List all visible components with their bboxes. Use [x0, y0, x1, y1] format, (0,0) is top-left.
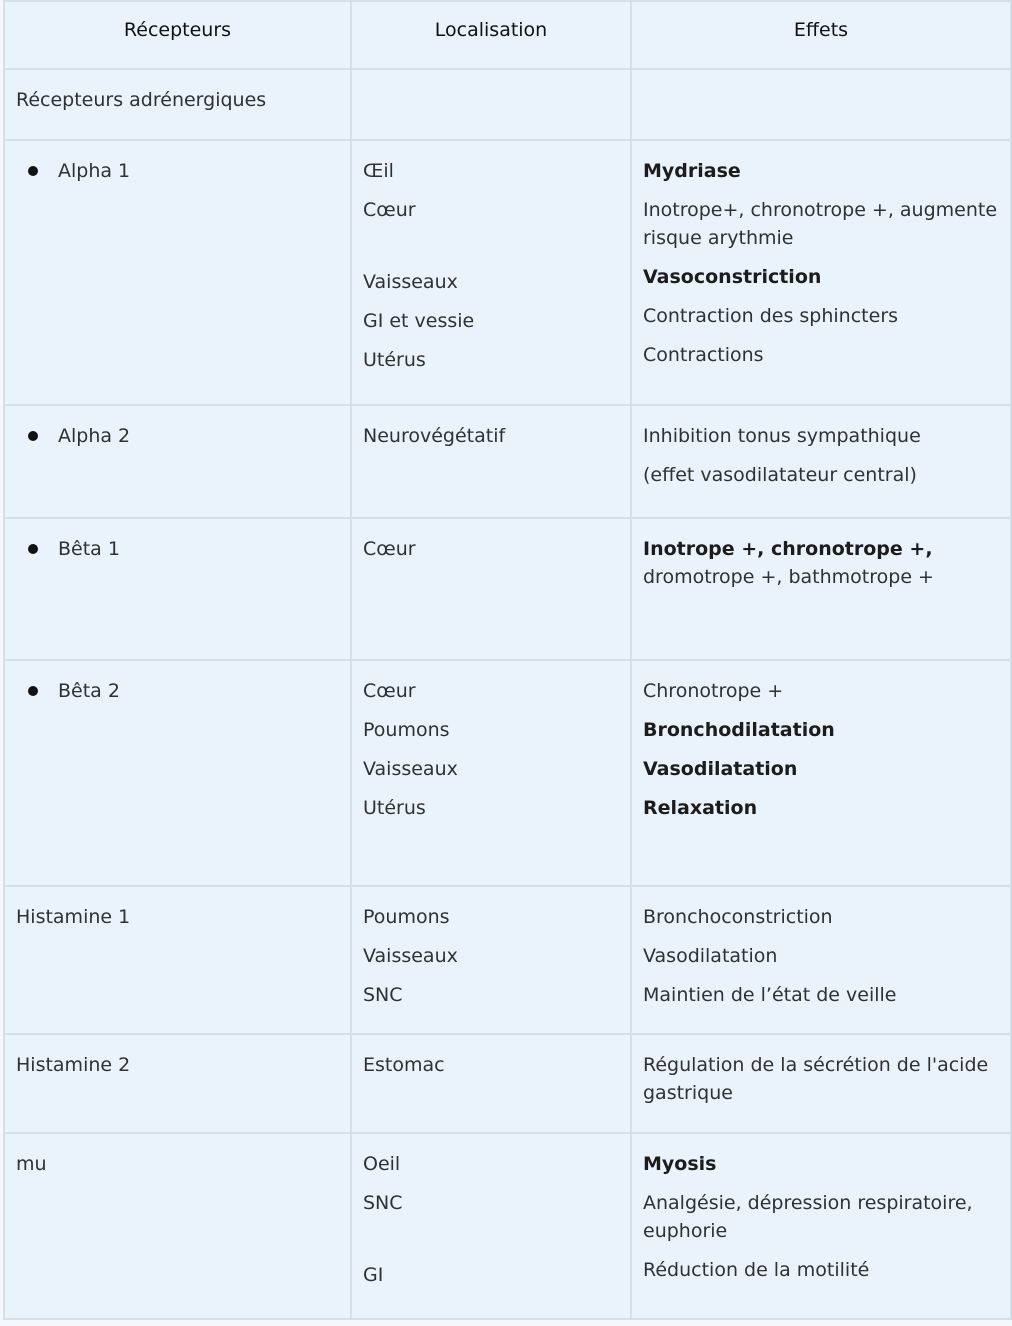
location-item: Cœur: [363, 680, 416, 702]
effect-item: Contraction des sphincters: [643, 305, 899, 327]
receptor-cell: [4, 886, 351, 1034]
effect-item: Réduction de la motilité: [643, 1259, 870, 1281]
bullet-icon: [28, 431, 38, 441]
receptor-cell: [4, 140, 351, 405]
location-item: Œil: [363, 160, 394, 182]
receptor-name: Alpha 2: [58, 425, 131, 447]
effect-item: Analgésie, dépression respiratoire, euphorie: [643, 1192, 973, 1242]
location-item: Vaisseaux: [363, 945, 458, 967]
location-cell: [351, 518, 631, 660]
effect-item: Inhibition tonus sympathique: [643, 425, 921, 447]
bullet-icon: [28, 686, 38, 696]
location-cell: [351, 405, 631, 518]
effect-item: Inotrope+, chronotrope +, augmente risque arythmie: [643, 199, 998, 249]
location-item: Cœur: [363, 538, 416, 560]
location-item: Poumons: [363, 906, 450, 928]
location-item: SNC: [363, 984, 403, 1006]
effects-cell: [631, 405, 1011, 518]
header-receptors: Récepteurs: [4, 1, 351, 69]
effect-item: Relaxation: [643, 797, 758, 819]
effects-cell: [631, 140, 1011, 405]
location-cell: [351, 69, 631, 140]
location-cell: [351, 886, 631, 1034]
table-row: [4, 1034, 1011, 1133]
receptor-name: Bêta 2: [58, 680, 120, 702]
location-item: Vaisseaux: [363, 758, 458, 780]
table-row: [4, 69, 1011, 140]
location-item: Poumons: [363, 719, 450, 741]
receptor-name: mu: [16, 1153, 47, 1175]
location-cell: [351, 660, 631, 886]
effect-item: (effet vasodilatateur central): [643, 464, 917, 486]
effect-item: Régulation de la sécrétion de l'acide gastrique: [643, 1054, 989, 1104]
receptor-name: Bêta 1: [58, 538, 120, 560]
effect-item: Mydriase: [643, 160, 741, 182]
table-row: [4, 518, 1011, 660]
receptor-cell: [4, 1133, 351, 1319]
effect-item: Vasoconstriction: [643, 266, 822, 288]
receptor-name: Histamine 2: [16, 1054, 131, 1076]
effects-cell: [631, 1133, 1011, 1319]
effects-cell: [631, 1034, 1011, 1133]
receptor-cell: [4, 518, 351, 660]
effects-cell: [631, 886, 1011, 1034]
table-row: [4, 660, 1011, 886]
effect-item: Vasodilatation: [643, 945, 778, 967]
effects-cell: [631, 660, 1011, 886]
location-cell: [351, 1133, 631, 1319]
effect-item: Chronotrope +: [643, 680, 784, 702]
receptor-cell: [4, 660, 351, 886]
table-row: [4, 886, 1011, 1034]
header-row: [4, 1, 1011, 69]
location-item: SNC: [363, 1192, 403, 1214]
header-location: Localisation: [351, 1, 631, 69]
location-item: Neurovégétatif: [363, 425, 506, 447]
bullet-icon: [28, 166, 38, 176]
effects-cell: [631, 69, 1011, 140]
table-row: [4, 1133, 1011, 1319]
location-item: Utérus: [363, 349, 426, 371]
location-cell: [351, 1034, 631, 1133]
effect-item: Bronchoconstriction: [643, 906, 833, 928]
receptor-cell: [4, 405, 351, 518]
location-item: Estomac: [363, 1054, 445, 1076]
location-item: Cœur: [363, 199, 416, 221]
effect-item: Myosis: [643, 1153, 717, 1175]
effects-cell: [631, 518, 1011, 660]
location-item: Oeil: [363, 1153, 401, 1175]
bullet-icon: [28, 544, 38, 554]
header-effects: Effets: [631, 1, 1011, 69]
effect-item: Maintien de l’état de veille: [643, 984, 897, 1006]
effect-item: [643, 519, 999, 591]
effect-item: Contractions: [643, 344, 764, 366]
effect-item: Bronchodilatation: [643, 719, 835, 741]
receptor-name: Histamine 1: [16, 906, 131, 928]
receptor-name: Alpha 1: [58, 160, 131, 182]
effect-item: Vasodilatation: [643, 758, 798, 780]
location-item: Vaisseaux: [363, 271, 458, 293]
table-row: [4, 140, 1011, 405]
effect-bold-part: Inotrope +, chronotrope +,: [643, 538, 933, 560]
receptor-cell: [4, 69, 351, 140]
effect-rest-part: dromotrope +, bathmotrope +: [643, 566, 934, 588]
location-cell: [351, 140, 631, 405]
receptor-cell: [4, 1034, 351, 1133]
receptor-table: [3, 0, 1012, 1320]
location-item: GI: [363, 1264, 384, 1286]
table-row: [4, 405, 1011, 518]
location-item: GI et vessie: [363, 310, 475, 332]
location-item: Utérus: [363, 797, 426, 819]
receptor-group-label: Récepteurs adrénergiques: [16, 89, 267, 111]
